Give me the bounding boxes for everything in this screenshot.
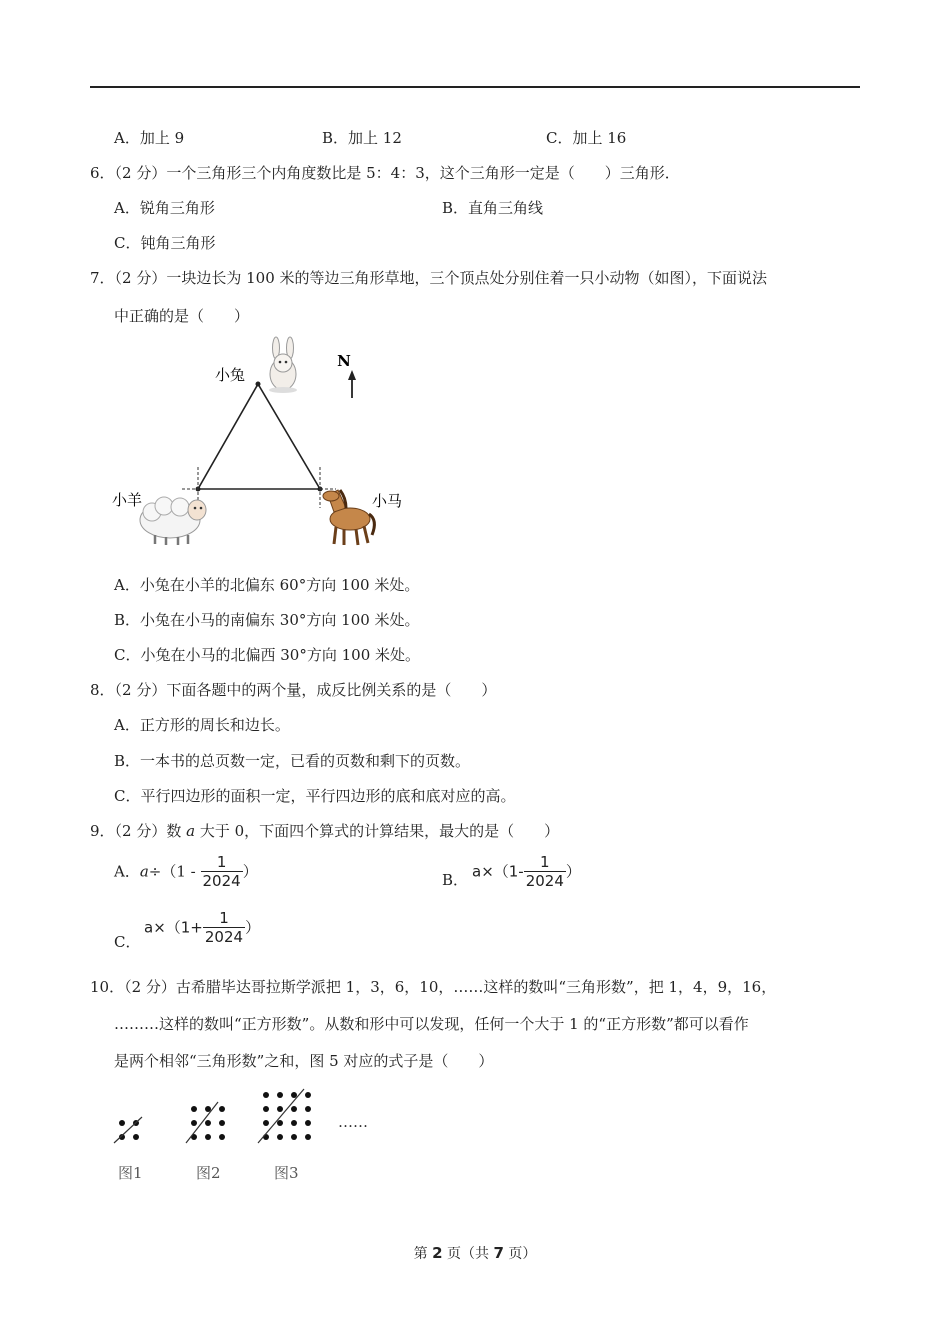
q5-option-c[interactable] bbox=[546, 128, 626, 148]
variable-a: a bbox=[139, 862, 149, 881]
expr-post: ） bbox=[565, 862, 581, 881]
triangle-shape bbox=[198, 384, 320, 489]
option-text: 正方形的周长和边长。 bbox=[139, 716, 290, 734]
q10-dot-figures bbox=[110, 1085, 390, 1150]
option-text: 钝角三角形 bbox=[140, 234, 216, 252]
q6-option-b[interactable] bbox=[442, 198, 543, 218]
denominator: 2024 bbox=[202, 872, 241, 890]
q10-stem-line1: 10．（2 分）古希腊毕达哥拉斯学派把 1，3，6，10，……这样的数叫“三角形数”，把 1，4，9，16， bbox=[90, 978, 777, 996]
option-text: 锐角三角形 bbox=[139, 199, 215, 217]
q7-stem-line2: 中正确的是（ ） bbox=[114, 307, 250, 325]
fraction bbox=[524, 853, 566, 890]
q9-stem bbox=[90, 821, 559, 841]
footer-pre: 第 bbox=[413, 1246, 433, 1262]
q9-option-b-letter[interactable]: B． bbox=[442, 871, 469, 889]
q6-stem: 6．（2 分）一个三角形三个内角度数比是 5：4：3，这个三角形一定是（ ）三角形． bbox=[90, 164, 680, 182]
numerator: 1 bbox=[203, 909, 245, 928]
q9-option-c-letter[interactable]: C． bbox=[114, 933, 141, 951]
option-text: 一本书的总页数一定，已看的页数和剩下的页数。 bbox=[140, 752, 471, 770]
q7-option-b[interactable] bbox=[114, 610, 420, 630]
q10-stem-line3: 是两个相邻“三角形数”之和，图 5 对应的式子是（ ） bbox=[114, 1052, 494, 1070]
option-letter: A． bbox=[114, 129, 140, 147]
north-label: N bbox=[337, 352, 351, 370]
expr-post: ） bbox=[242, 862, 258, 881]
figure-3-dots bbox=[263, 1092, 311, 1140]
fraction bbox=[203, 909, 245, 946]
denominator: 2024 bbox=[525, 872, 564, 890]
numerator: 1 bbox=[201, 853, 243, 872]
stem-suffix: 大于 0，下面四个算式的计算结果，最大的是（ ） bbox=[195, 822, 560, 840]
option-letter: B． bbox=[114, 752, 141, 770]
page-number: 2 bbox=[432, 1244, 443, 1262]
rabbit-icon bbox=[269, 337, 297, 393]
option-text: 直角三角线 bbox=[468, 199, 544, 217]
option-text: 平行四边形的面积一定，平行四边形的底和底对应的高。 bbox=[140, 787, 516, 805]
north-arrowhead-icon bbox=[348, 370, 356, 380]
expr-pre: ÷（1 - bbox=[148, 862, 201, 881]
option-text: 小兔在小羊的北偏东 60°方向 100 米处。 bbox=[139, 576, 420, 594]
q9-option-c-expr[interactable] bbox=[144, 909, 260, 946]
expr-post: ） bbox=[245, 918, 261, 937]
q8-option-c[interactable] bbox=[114, 786, 516, 806]
header-rule bbox=[90, 86, 860, 88]
dots-ellipsis: …… bbox=[338, 1113, 368, 1131]
expr-pre: a×（1- bbox=[472, 862, 524, 881]
figure-2-caption: 图2 bbox=[196, 1164, 221, 1182]
option-text: 小兔在小马的南偏东 30°方向 100 米处。 bbox=[140, 611, 420, 629]
option-letter: B． bbox=[114, 611, 141, 629]
page-footer bbox=[0, 1243, 950, 1263]
q10-stem-line2: ………这样的数叫“正方形数”。从数和形中可以发现，任何一个大于 1 的“正方形数”都可以看作 bbox=[114, 1015, 749, 1033]
option-letter: B． bbox=[322, 129, 349, 147]
option-letter: A． bbox=[114, 576, 140, 594]
q8-option-b[interactable] bbox=[114, 751, 470, 771]
q5-option-a[interactable] bbox=[114, 128, 184, 148]
stem-prefix: 9．（2 分）数 bbox=[90, 822, 187, 840]
option-letter: C． bbox=[114, 787, 141, 805]
option-letter: C． bbox=[114, 646, 141, 664]
option-letter: A． bbox=[114, 716, 140, 734]
footer-mid: 页（共 bbox=[442, 1246, 494, 1262]
q6-option-c[interactable] bbox=[114, 233, 216, 253]
footer-post: 页） bbox=[503, 1246, 537, 1262]
q5-option-b[interactable] bbox=[322, 128, 402, 148]
option-letter: C． bbox=[546, 129, 573, 147]
q7-stem-line1: 7．（2 分）一块边长为 100 米的等边三角形草地，三个顶点处分别住着一只小动物（如图），下面说法 bbox=[90, 269, 768, 287]
option-letter: A． bbox=[114, 199, 140, 217]
q7-option-a[interactable] bbox=[114, 575, 419, 595]
q8-stem: 8．（2 分）下面各题中的两个量，成反比例关系的是（ ） bbox=[90, 681, 497, 699]
denominator: 2024 bbox=[204, 928, 244, 946]
q9-option-b-expr[interactable] bbox=[472, 853, 581, 890]
option-letter: C． bbox=[114, 234, 141, 252]
numerator: 1 bbox=[524, 853, 566, 872]
figure-1-caption: 图1 bbox=[118, 1164, 143, 1182]
q7-figure bbox=[100, 330, 430, 555]
q8-option-a[interactable] bbox=[114, 715, 290, 735]
sheep-label: 小羊 bbox=[112, 491, 143, 509]
horse-label: 小马 bbox=[372, 492, 403, 510]
dashed-guides bbox=[182, 467, 336, 508]
q6-option-a[interactable] bbox=[114, 198, 215, 218]
expr-pre: a×（1+ bbox=[144, 918, 203, 937]
option-letter: A． bbox=[114, 862, 140, 881]
variable-a: a bbox=[186, 822, 196, 840]
option-text: 加上 9 bbox=[139, 129, 185, 147]
option-letter: B． bbox=[442, 199, 469, 217]
option-text: 小兔在小马的北偏西 30°方向 100 米处。 bbox=[140, 646, 421, 664]
horse-icon bbox=[323, 490, 374, 545]
figure-2-diagonal bbox=[186, 1102, 218, 1143]
option-text: 加上 16 bbox=[572, 129, 627, 147]
q9-option-a[interactable] bbox=[114, 853, 258, 890]
fraction bbox=[201, 853, 243, 890]
option-text: 加上 12 bbox=[348, 129, 402, 147]
sheep-icon bbox=[140, 497, 206, 545]
vertex-rabbit bbox=[256, 382, 261, 387]
figure-3-caption: 图3 bbox=[274, 1164, 299, 1182]
q7-option-c[interactable] bbox=[114, 645, 420, 665]
page-total: 7 bbox=[493, 1244, 504, 1262]
rabbit-label: 小兔 bbox=[215, 366, 246, 384]
figure-2-dots bbox=[191, 1106, 225, 1140]
